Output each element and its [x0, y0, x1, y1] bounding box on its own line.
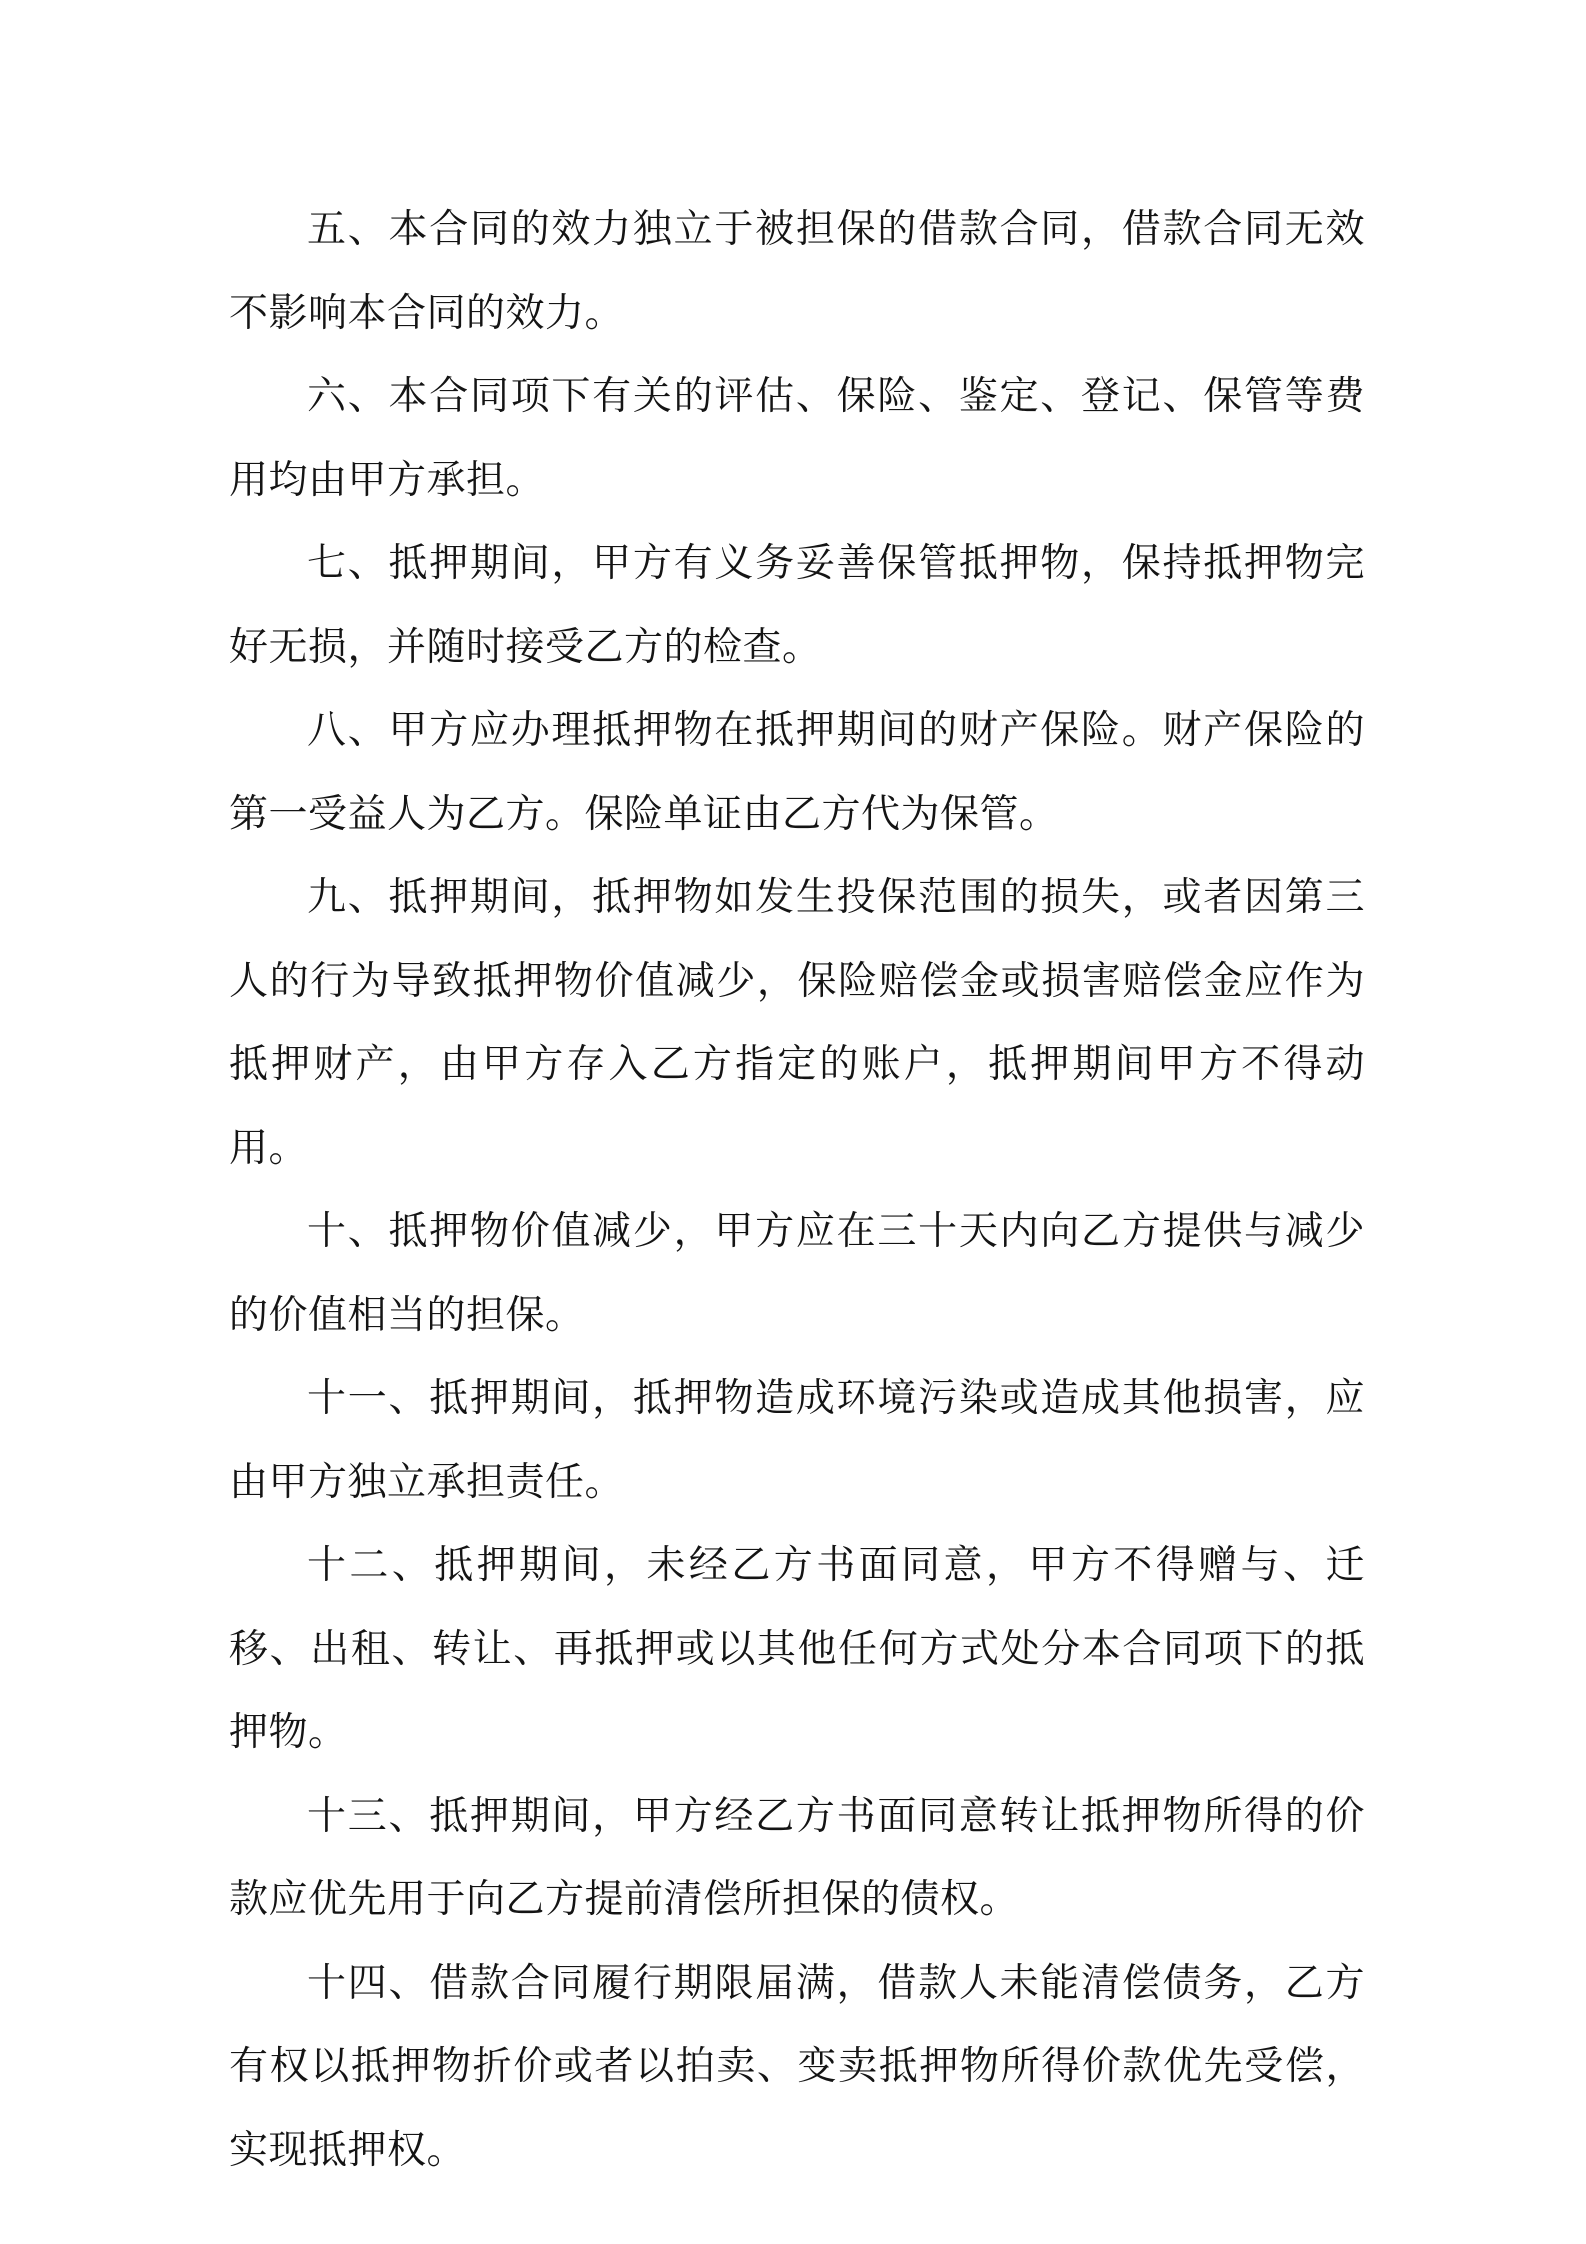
clause-9: 九、抵押期间，抵押物如发生投保范围的损失，或者因第三人的行为导致抵押物价值减少，保险赔偿金或损害赔偿金应作为抵押财产，由甲方存入乙方指定的账户，抵押期间甲方不得动用。: [229, 875, 1365, 1171]
clause-8: 八、甲方应办理抵押物在抵押期间的财产保险。财产保险的第一受益人为乙方。保险单证由乙方代为保管。: [229, 708, 1365, 837]
clause-7: 七、抵押期间，甲方有义务妥善保管抵押物，保持抵押物完好无损，并随时接受乙方的检查。: [229, 541, 1365, 670]
clause-14: 十四、借款合同履行期限届满，借款人未能清偿债务，乙方有权以抵押物折价或者以拍卖、变卖抵押物所得价款优先受偿，实现抵押权。: [229, 1960, 1365, 2173]
clause-13: 十三、抵押期间，甲方经乙方书面同意转让抵押物所得的价款应优先用于向乙方提前清偿所担保的债权。: [229, 1793, 1365, 1922]
clause-6: 六、本合同项下有关的评估、保险、鉴定、登记、保管等费用均由甲方承担。: [229, 374, 1365, 503]
contract-body: [229, 188, 1365, 2192]
clause-12: 十二、抵押期间，未经乙方书面同意，甲方不得赠与、迁移、出租、转让、再抵押或以其他任何方式处分本合同项下的抵押物。: [229, 1543, 1365, 1755]
clause-5: 五、本合同的效力独立于被担保的借款合同，借款合同无效不影响本合同的效力。: [229, 207, 1365, 336]
clause-10: 十、抵押物价值减少，甲方应在三十天内向乙方提供与减少的价值相当的担保。: [229, 1209, 1365, 1338]
clause-11: 十一、抵押期间，抵押物造成环境污染或造成其他损害，应由甲方独立承担责任。: [229, 1376, 1365, 1505]
